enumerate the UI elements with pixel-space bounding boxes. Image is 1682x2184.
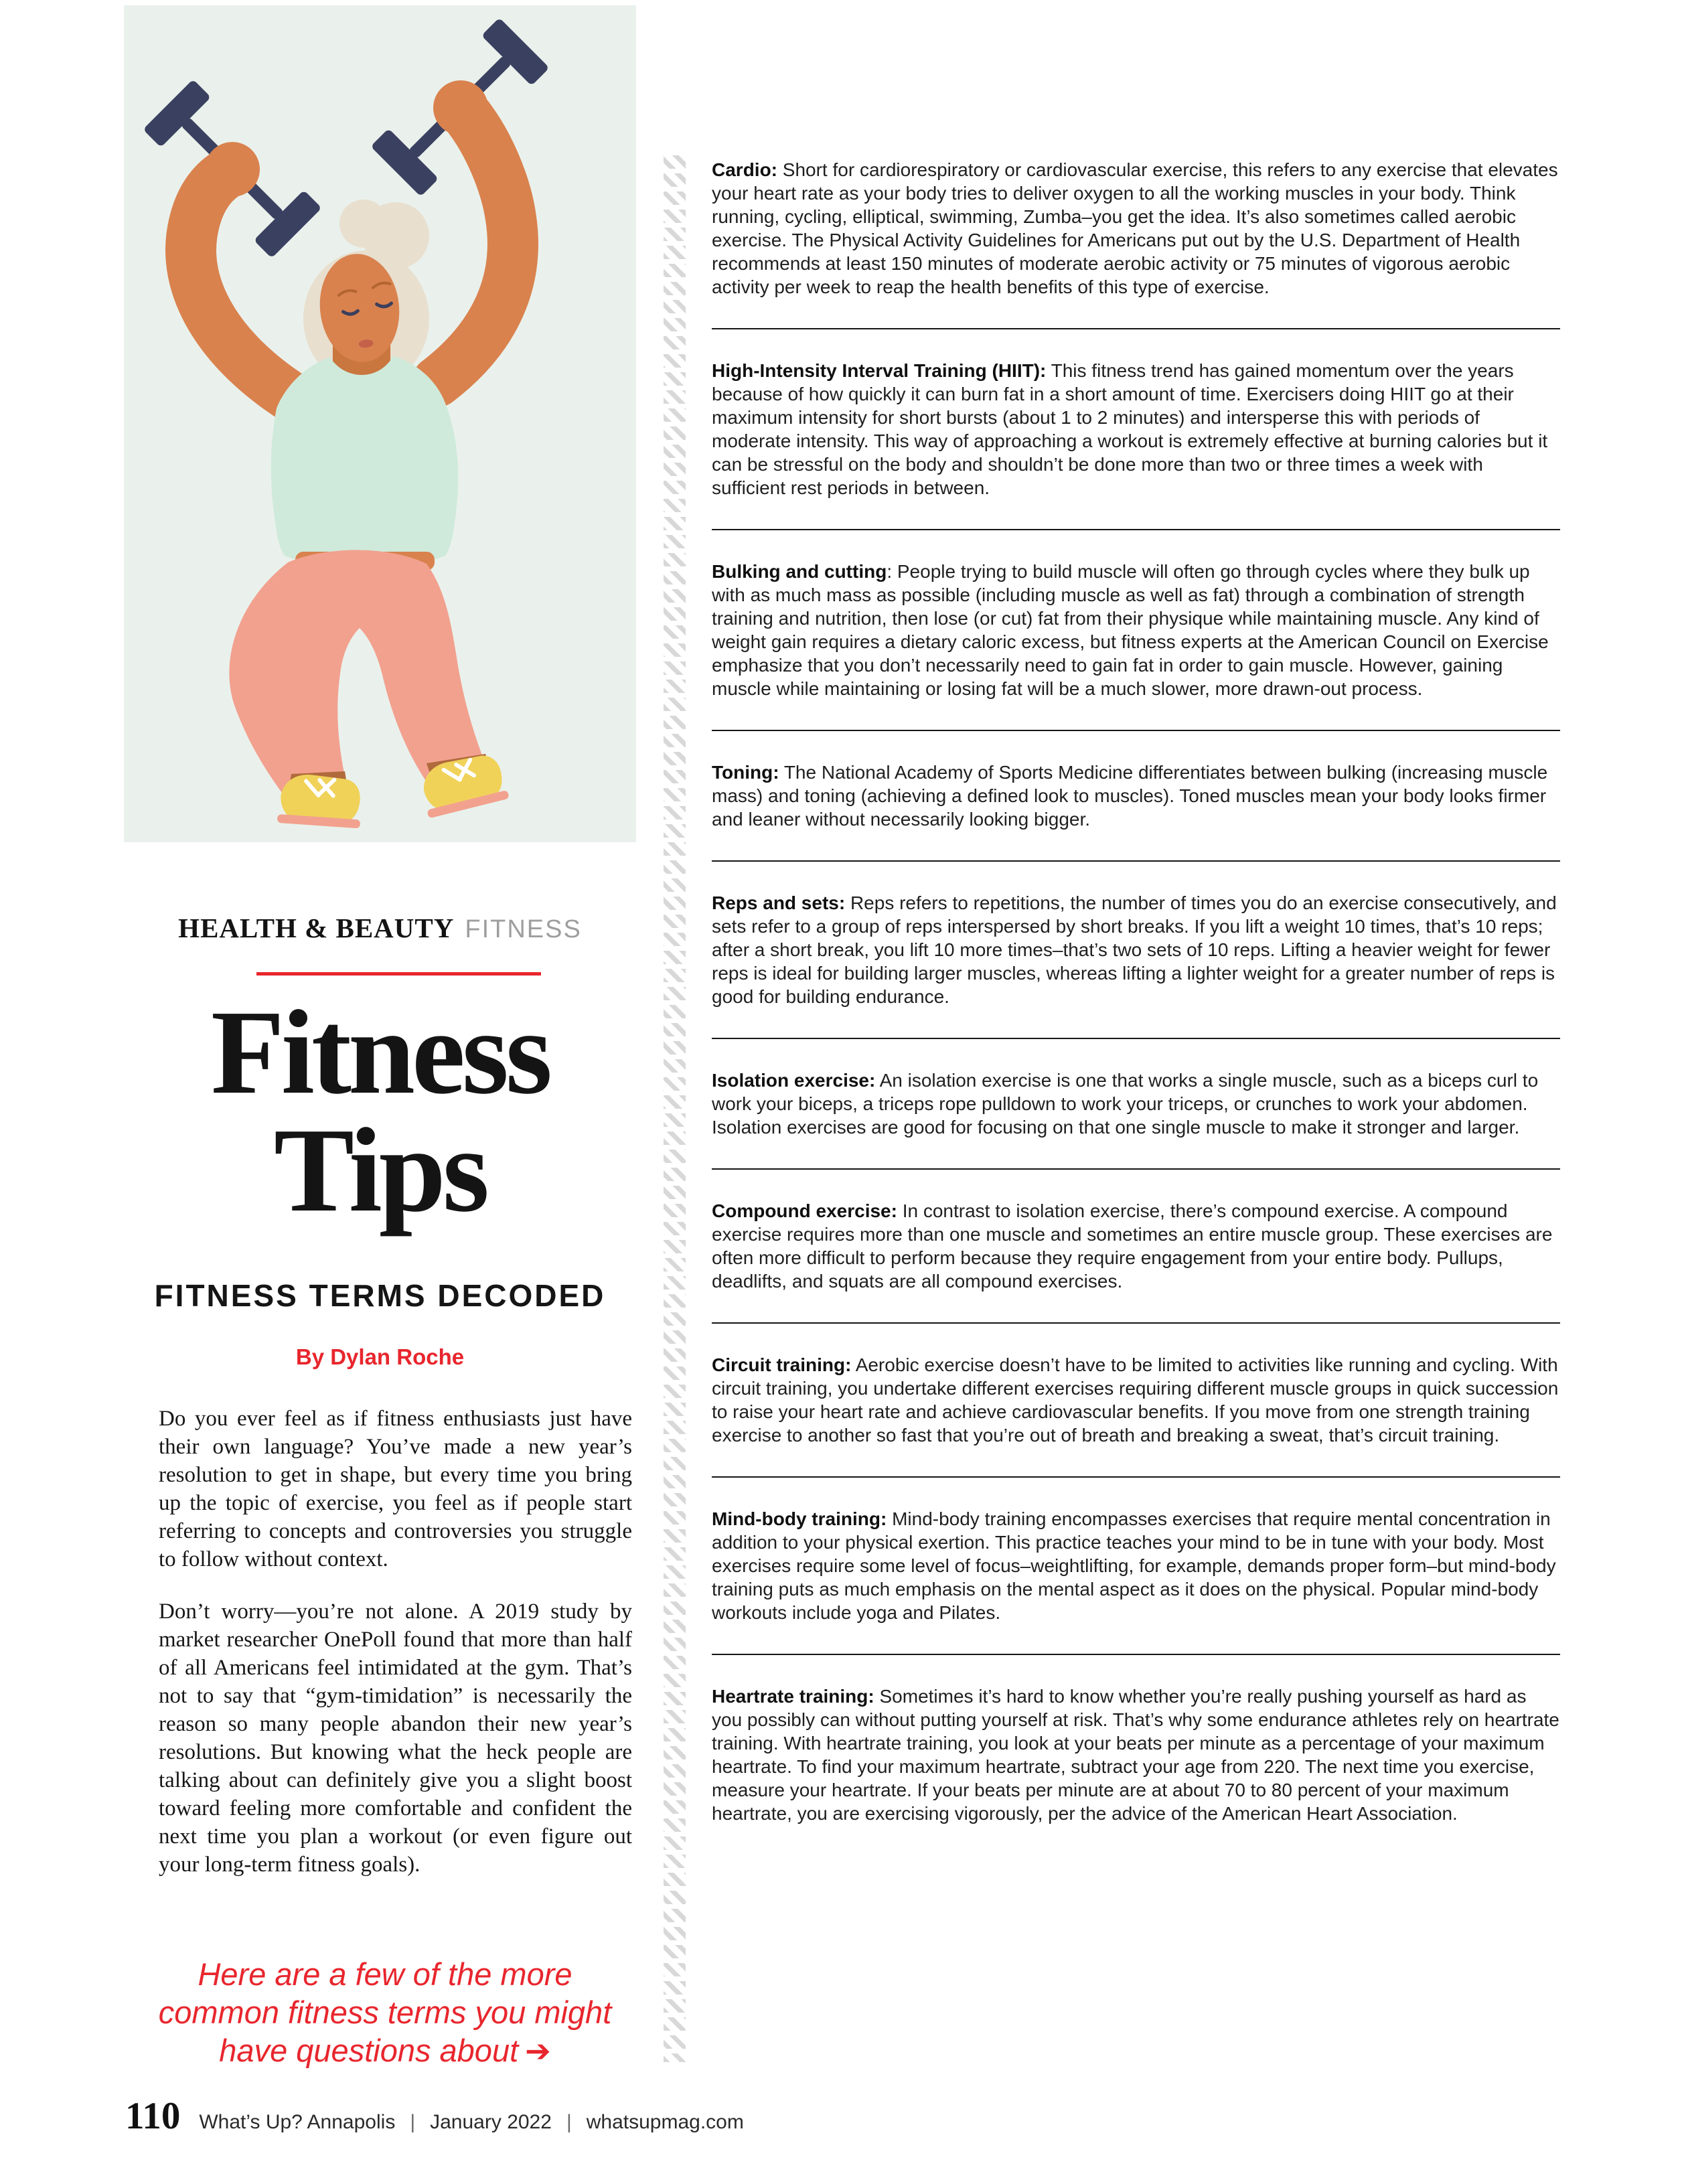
term-definition: Mind-body training encompasses exercises that require mental concentration in addition to your physical exertion. This practice teaches your mind to be in tune with your body. Most exercises require some level of focus–weightlifting, for example, demands proper form–but mind-body training puts as much emphasis on the mental aspect as it does on the physical. Popular mind-body workouts include yoga and Pilates. [712,1508,1556,1623]
term-definition: Short for cardiorespiratory or cardiovascular exercise, this refers to any exercise that elevates your heart rate as your body tries to deliver oxygen to all the working muscles in your body. Think running, cycling, elliptical, swimming, Zumba–you get the idea. It’s also sometimes called aerobic exercise. The Physical Activity Guidelines for Americans put out by the U.S. Department of Health recommends at least 150 minutes of moderate aerobic activity or 75 minutes of vigorous aerobic activity per week to reap the health benefits of this type of exercise. [712,159,1558,297]
term-definition: : People trying to build muscle will often go through cycles where they bulk up with as much mass as possible (including muscle as well as fat) through a combination of strength training and nutrition, then lose (or cut) fat from their physique while maintaining muscle. Any kind of weight gain requires a dietary caloric excess, but fitness experts at the American Council on Exercise emphasize that you don’t necessarily need to gain fat in order to gain muscle. However, gaining muscle while maintaining or losing fat will be a much slower, more drawn-out process. [712,561,1549,699]
term-definition: This fitness trend has gained momentum over the years because of how quickly it can burn fat in a short amount of time. Exercisers doing HIIT go at their maximum intensity for short bursts (about 1 to 2 minutes) and intersperse this with periods of moderate intensity. This way of approaching a workout is extremely effective at burning calories but it can be stressful on the body and shouldn’t be done more than two or three times a week with sufficient rest periods in between. [712,360,1548,498]
glossary-entry [712,1685,1560,1825]
footer-meta [199,2111,743,2134]
article-subtitle: FITNESS TERMS DECODED [154,1278,606,1313]
glossary-entry [712,158,1560,299]
byline: By Dylan Roche [295,1344,465,1369]
page-number: 110 [125,2095,181,2137]
intro-paragraph: Don’t worry—you’re not alone. A 2019 study by market researcher OnePoll found that more than half of all Americans feel intimidated at the gym. That’s not to say that “gym-timidation” is necessarily the reason so many people abandon their new year’s resolutions. But knowing what the heck people are talking about can definitely give you a slight boost toward feeling more comfortable and confident the next time you plan a workout (or even figure out your long-term fitness goals). [159,1600,632,1877]
section-rule [712,1038,1560,1039]
term-definition: An isolation exercise is one that works a single muscle, such as a biceps curl to work your biceps, a triceps rope pulldown to work your triceps, or crunches to work your abdomen. Isolation exercises are good for focusing on that one single muscle to make it stronger and larger. [712,1070,1539,1138]
term-label: Cardio: [712,159,777,180]
term-label: Reps and sets: [712,892,846,913]
article-title-line2: Tips [274,1103,486,1237]
section-kicker [124,912,636,944]
glossary-entry [712,1353,1560,1447]
term-definition: Sometimes it’s hard to know whether you’re really pushing yourself as hard as you possibly can without putting yourself at risk. That’s why some endurance athletes rely on heartrate training. With heartrate training, you look at your beats per minute as a percentage of your maximum heartrate. To find your maximum heartrate, subtract your age from 220. The next time you exercise, measure your heartrate. If your beats per minute are at about 70 to 80 percent of your maximum heartrate, you are exercising vigorously, per the advice of the American Heart Association. [712,1686,1559,1824]
kicker-underline [256,972,541,976]
page-footer [125,2094,744,2138]
glossary-entry [712,1069,1560,1139]
intro-paragraph: Do you ever feel as if fitness enthusiasts just have their own language? You’ve made a new year’s resolution to get in shape, but every time you bring up the topic of exercise, you feel as if people start referring to concepts and controversies you struggle to follow without context. [159,1407,632,1571]
article-title [124,986,636,1237]
footer-issue: January 2022 [430,2111,552,2133]
footer-magazine: What’s Up? Annapolis [199,2111,396,2133]
pull-quote-text: Here are a few of the more common fitness terms you might have questions about [158,1956,612,2068]
glossary-entry [712,891,1560,1008]
woman-lifting-dumbbells-illustration [124,5,636,842]
article-title-line1: Fitness [211,986,549,1119]
section-rule [712,1322,1560,1324]
section-rule [712,529,1560,530]
glossary-entry [712,359,1560,499]
term-definition: Aerobic exercise doesn’t have to be limited to activities like running and cycling. With circuit training, you undertake different exercises requiring different muscle groups in quick succession to raise your heart rate and achieve cardiovascular benefits. If you move from one strength training exercise to another so fast that you’re out of breath and breaking a sweat, that’s circuit training. [712,1354,1559,1446]
term-label: Bulking and cutting [712,561,887,582]
term-label: Circuit training: [712,1354,852,1375]
pull-quote [137,1955,633,2070]
section-rule [712,328,1560,329]
term-label: High-Intensity Interval Training (HIIT): [712,360,1047,381]
glossary-list [712,158,1560,1825]
right-arrow-icon: ➔ [525,2033,551,2068]
term-label: Mind-body training: [712,1508,887,1529]
term-definition: The National Academy of Sports Medicine differentiates between bulking (increasing muscle mass) and toning (achieving a defined look to muscles). Toned muscles mean your body looks firmer and leaner without necessarily looking bigger. [712,762,1548,830]
section-rule [712,1476,1560,1478]
woman-lifting-dumbbells-illustration [124,5,636,842]
section-label: HEALTH & BEAUTY [178,913,455,943]
section-rule [712,860,1560,862]
term-label: Heartrate training: [712,1686,874,1707]
term-label: Toning: [712,762,779,783]
glossary-entry [712,1199,1560,1293]
footer-website: whatsupmag.com [586,2111,744,2133]
intro-text [159,1405,632,1903]
glossary-entry [712,560,1560,700]
section-rule [712,1654,1560,1655]
term-definition: In contrast to isolation exercise, there’s compound exercise. A compound exercise requires more than one muscle and sometimes an entire muscle group. These exercises are often more difficult to perform because they require engagement from your entire body. Pullups, deadlifts, and squats are all compound exercises. [712,1200,1553,1292]
term-definition: Reps refers to repetitions, the number of times you do an exercise consecutively, and sets refer to a group of reps interspersed by short breaks. If you lift a weight 10 times, that’s 10 reps; after a short break, you lift 10 more times–that’s two sets of 10 reps. Lifting a heavier weight for fewer reps is ideal for building larger muscles, whereas lifting a lighter weight for a greater number of reps is good for building endurance. [712,892,1557,1007]
footer-separator: | [566,2111,572,2133]
section-rule [712,730,1560,731]
column-divider [664,155,686,2062]
term-label: Compound exercise: [712,1200,897,1221]
glossary-entry [712,1507,1560,1624]
footer-separator: | [410,2111,416,2133]
topic-label: FITNESS [465,915,582,943]
term-label: Isolation exercise: [712,1070,876,1091]
section-rule [712,1168,1560,1170]
glossary-entry [712,761,1560,831]
